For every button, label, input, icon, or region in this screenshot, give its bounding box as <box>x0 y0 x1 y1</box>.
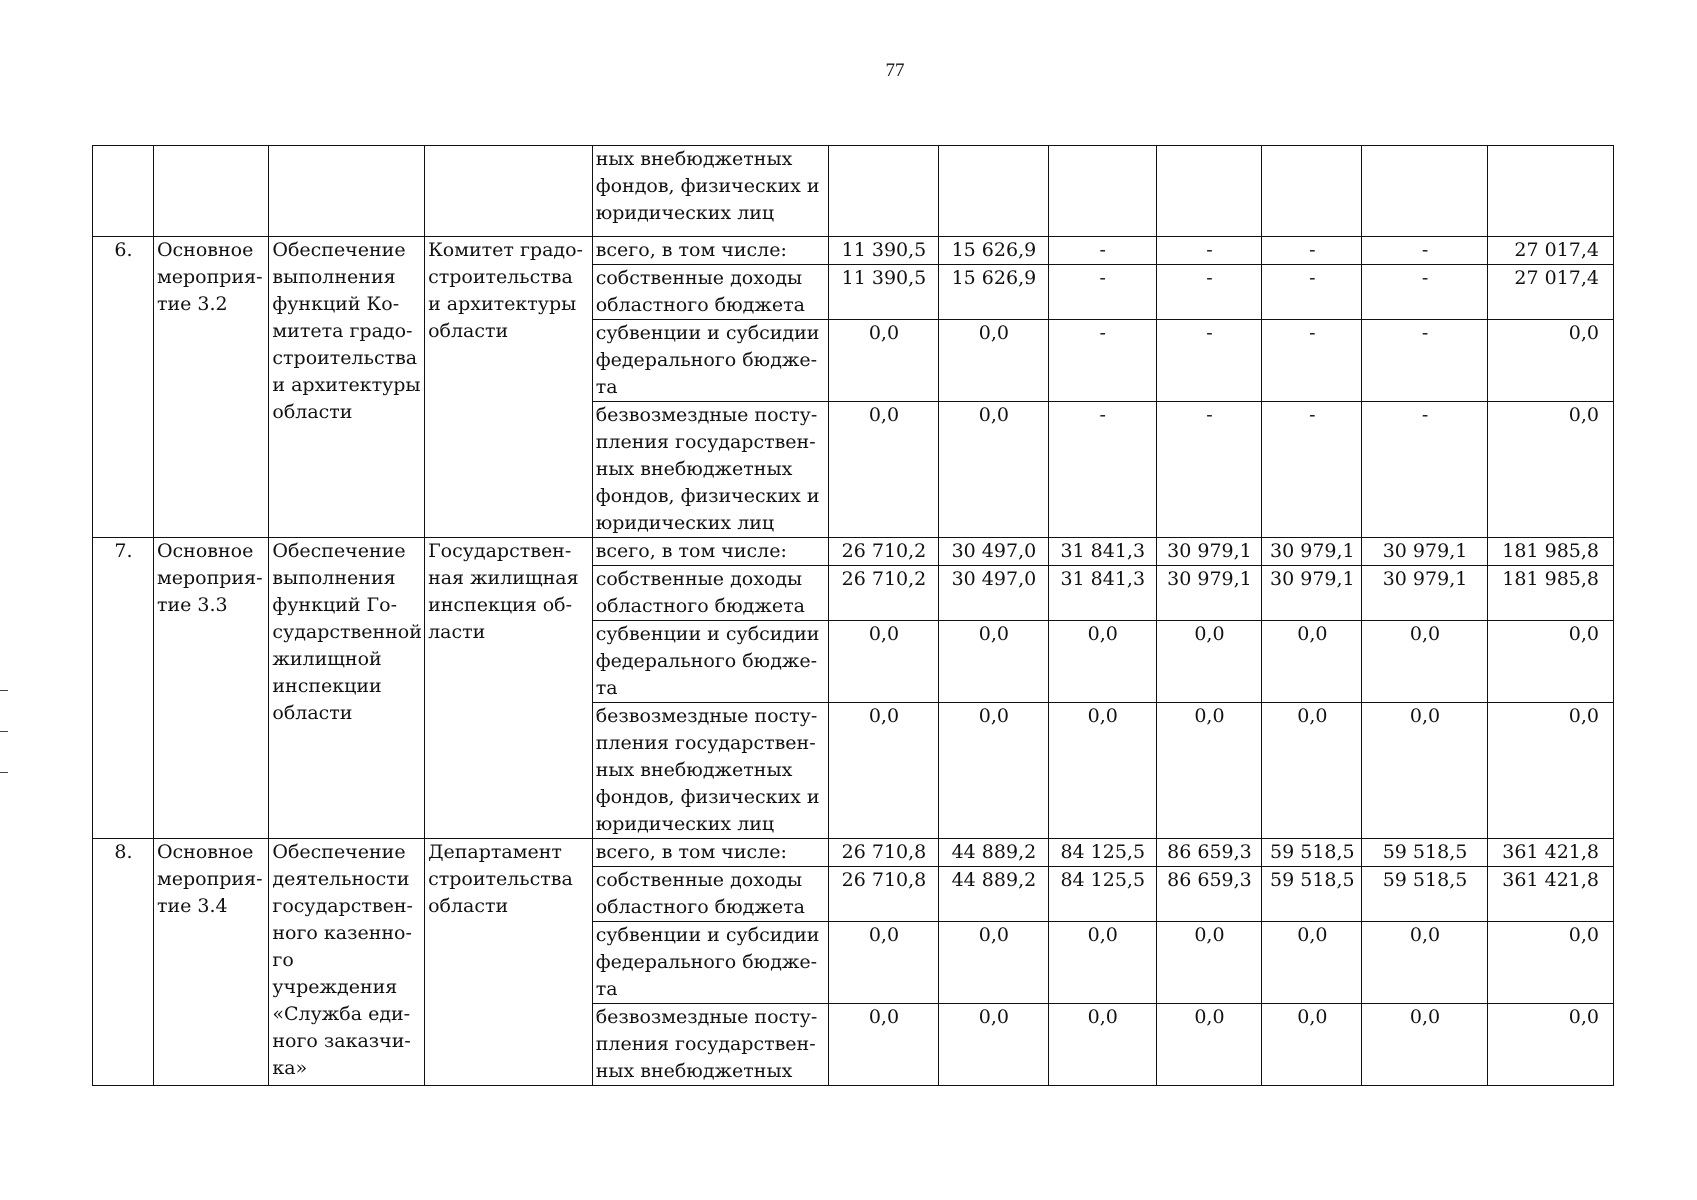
value-cell: 0,0 <box>938 402 1048 538</box>
value-cell: 30 979,1 <box>1156 538 1262 566</box>
value-cell: 84 125,5 <box>1048 839 1156 867</box>
funding-source-cell: всего, в том числе: <box>592 839 828 867</box>
value-cell: 27 017,4 <box>1487 265 1613 320</box>
value-cell: 30 979,1 <box>1362 566 1487 621</box>
value-cell: 181 985,8 <box>1487 538 1613 566</box>
value-cell: 0,0 <box>1487 703 1613 839</box>
value-cell: 0,0 <box>1362 621 1487 703</box>
entry-number-cell: 7. <box>93 538 154 839</box>
value-cell: 0,0 <box>1048 1004 1156 1086</box>
value-cell: 59 518,5 <box>1262 839 1362 867</box>
executor-cell: Комитет градо-строительства и архитектуры области <box>425 237 593 538</box>
value-cell: - <box>1156 402 1262 538</box>
value-cell: 44 889,2 <box>938 867 1048 922</box>
funding-source-cell: собственные доходы областного бюджета <box>592 265 828 320</box>
value-cell: 0,0 <box>1262 922 1362 1004</box>
value-cell: 26 710,2 <box>828 566 938 621</box>
value-cell: - <box>1048 402 1156 538</box>
value-cell: 0,0 <box>1487 402 1613 538</box>
cell-empty <box>269 146 425 237</box>
value-cell: 26 710,8 <box>828 867 938 922</box>
value-cell: 27 017,4 <box>1487 237 1613 265</box>
value-cell: 0,0 <box>828 320 938 402</box>
value-cell: 84 125,5 <box>1048 867 1156 922</box>
value-cell: 59 518,5 <box>1362 867 1487 922</box>
continuation-row <box>93 146 1614 237</box>
value-cell: 0,0 <box>1156 703 1262 839</box>
value-cell: - <box>1362 237 1487 265</box>
value-cell: 181 985,8 <box>1487 566 1613 621</box>
value-cell: 11 390,5 <box>828 265 938 320</box>
measure-description-cell: Обеспечение выполнения функций Го-сударственной жилищной инспекции области <box>269 538 425 839</box>
funding-source-cell: безвозмездные посту-пления государствен-ных внебюджетных <box>592 1004 828 1086</box>
cell-empty <box>1156 146 1262 237</box>
measure-description-cell: Обеспечение выполнения функций Ко-митета градо-строительства и архитектуры области <box>269 237 425 538</box>
value-cell: 31 841,3 <box>1048 566 1156 621</box>
value-cell: - <box>1156 237 1262 265</box>
value-cell: - <box>1262 265 1362 320</box>
margin-mark <box>0 690 8 691</box>
value-cell: 30 497,0 <box>938 566 1048 621</box>
funding-source-cell: всего, в том числе: <box>592 237 828 265</box>
value-cell: 0,0 <box>1048 621 1156 703</box>
value-cell: 30 979,1 <box>1156 566 1262 621</box>
value-cell: 0,0 <box>1262 621 1362 703</box>
table-row <box>93 839 1614 867</box>
funding-source-cell: безвозмездные посту-пления государствен-ных внебюджетных фондов, физических и юридических лиц <box>592 402 828 538</box>
table-body <box>93 146 1614 1086</box>
executor-cell: Государствен-ная жилищная инспекция об-ласти <box>425 538 593 839</box>
value-cell: - <box>1262 237 1362 265</box>
value-cell: - <box>1048 237 1156 265</box>
value-cell: 0,0 <box>1487 1004 1613 1086</box>
cell-empty <box>425 146 593 237</box>
measure-name-cell: Основное мероприя-тие 3.3 <box>153 538 268 839</box>
value-cell: - <box>1156 320 1262 402</box>
value-cell: 0,0 <box>938 320 1048 402</box>
value-cell: - <box>1262 402 1362 538</box>
value-cell: 59 518,5 <box>1262 867 1362 922</box>
value-cell: 0,0 <box>828 922 938 1004</box>
value-cell: 59 518,5 <box>1362 839 1487 867</box>
margin-mark <box>0 731 8 732</box>
value-cell: 0,0 <box>1362 922 1487 1004</box>
value-cell: 361 421,8 <box>1487 867 1613 922</box>
value-cell: 15 626,9 <box>938 265 1048 320</box>
funding-source-cell: безвозмездные посту-пления государствен-ных внебюджетных фондов, физических и юридических лиц <box>592 703 828 839</box>
cell-empty <box>828 146 938 237</box>
funding-source-cell: субвенции и субсидии федерального бюдже-та <box>592 621 828 703</box>
margin-mark <box>0 772 8 773</box>
value-cell: 361 421,8 <box>1487 839 1613 867</box>
measure-name-cell: Основное мероприя-тие 3.4 <box>153 839 268 1086</box>
cell-empty <box>938 146 1048 237</box>
cell-empty <box>1048 146 1156 237</box>
value-cell: 30 497,0 <box>938 538 1048 566</box>
cell-empty <box>153 146 268 237</box>
value-cell: 30 979,1 <box>1362 538 1487 566</box>
cell-empty <box>93 146 154 237</box>
budget-table <box>92 145 1614 1086</box>
value-cell: 0,0 <box>1362 703 1487 839</box>
value-cell: 31 841,3 <box>1048 538 1156 566</box>
measure-description-cell: Обеспечение деятельности государствен-ного казенно-го учреждения «Служба еди-ного заказчи-ка» <box>269 839 425 1086</box>
value-cell: 0,0 <box>828 1004 938 1086</box>
entry-number-cell: 6. <box>93 237 154 538</box>
funding-source-cell: собственные доходы областного бюджета <box>592 566 828 621</box>
value-cell: 0,0 <box>1487 621 1613 703</box>
cell-empty <box>1487 146 1613 237</box>
value-cell: 0,0 <box>1156 621 1262 703</box>
value-cell: 0,0 <box>1362 1004 1487 1086</box>
value-cell: 0,0 <box>1262 703 1362 839</box>
cell-empty <box>1362 146 1487 237</box>
value-cell: 0,0 <box>1262 1004 1362 1086</box>
value-cell: 44 889,2 <box>938 839 1048 867</box>
table-row <box>93 538 1614 566</box>
value-cell: 0,0 <box>938 1004 1048 1086</box>
value-cell: 0,0 <box>938 922 1048 1004</box>
value-cell: - <box>1362 320 1487 402</box>
value-cell: 86 659,3 <box>1156 839 1262 867</box>
value-cell: 11 390,5 <box>828 237 938 265</box>
table-row <box>93 237 1614 265</box>
funding-source-cell: субвенции и субсидии федерального бюдже-та <box>592 922 828 1004</box>
margin-marks <box>0 690 14 813</box>
funding-source-cell: субвенции и субсидии федерального бюдже-та <box>592 320 828 402</box>
value-cell: 86 659,3 <box>1156 867 1262 922</box>
value-cell: 15 626,9 <box>938 237 1048 265</box>
funding-source-cell: собственные доходы областного бюджета <box>592 867 828 922</box>
value-cell: 0,0 <box>1048 703 1156 839</box>
executor-cell: Департамент строительства области <box>425 839 593 1086</box>
cell-empty <box>1262 146 1362 237</box>
measure-name-cell: Основное мероприя-тие 3.2 <box>153 237 268 538</box>
value-cell: 0,0 <box>1156 1004 1262 1086</box>
value-cell: 26 710,2 <box>828 538 938 566</box>
value-cell: 0,0 <box>828 402 938 538</box>
value-cell: - <box>1362 402 1487 538</box>
entry-number-cell: 8. <box>93 839 154 1086</box>
value-cell: 0,0 <box>938 621 1048 703</box>
value-cell: 0,0 <box>828 703 938 839</box>
value-cell: - <box>1048 265 1156 320</box>
value-cell: 0,0 <box>1487 320 1613 402</box>
page-number: 77 <box>885 60 905 81</box>
value-cell: 0,0 <box>828 621 938 703</box>
continuation-source-cell: ных внебюджетных фондов, физических и юридических лиц <box>592 146 828 237</box>
value-cell: 0,0 <box>938 703 1048 839</box>
value-cell: 0,0 <box>1487 922 1613 1004</box>
value-cell: 30 979,1 <box>1262 566 1362 621</box>
value-cell: 0,0 <box>1048 922 1156 1004</box>
value-cell: - <box>1048 320 1156 402</box>
value-cell: 30 979,1 <box>1262 538 1362 566</box>
funding-source-cell: всего, в том числе: <box>592 538 828 566</box>
value-cell: - <box>1262 320 1362 402</box>
value-cell: - <box>1362 265 1487 320</box>
value-cell: 0,0 <box>1156 922 1262 1004</box>
value-cell: 26 710,8 <box>828 839 938 867</box>
value-cell: - <box>1156 265 1262 320</box>
